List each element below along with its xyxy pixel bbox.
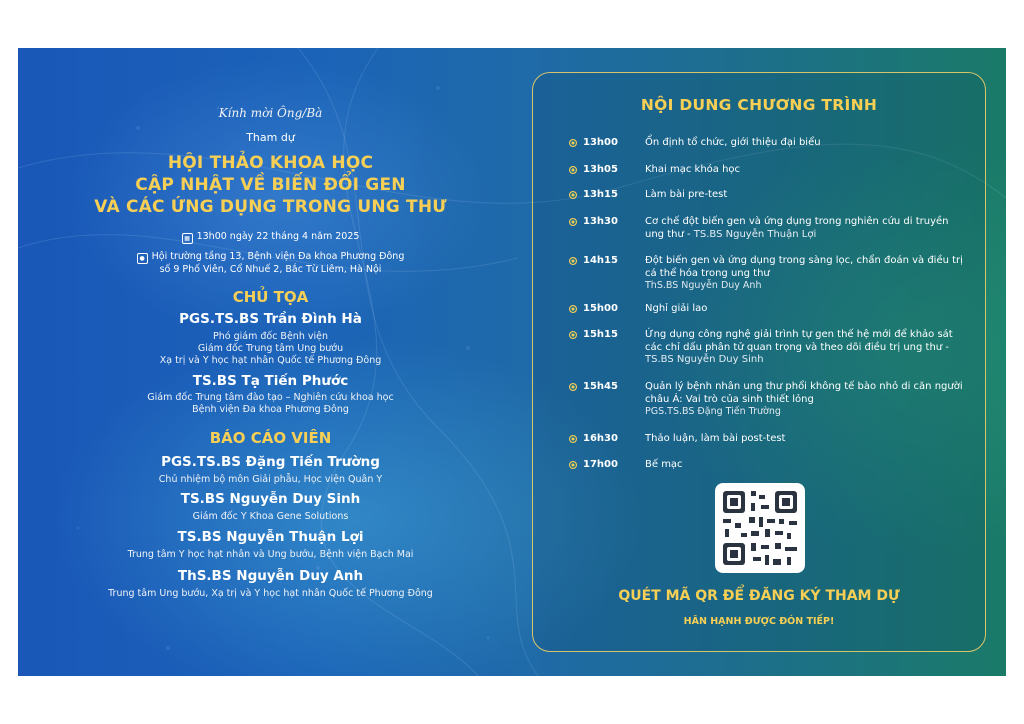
program-speaker: ThS.BS Nguyễn Duy Anh xyxy=(645,280,762,291)
title-line-2: CẬP NHẬT VỀ BIẾN ĐỔI GEN xyxy=(135,175,406,195)
program-panel xyxy=(532,72,986,652)
event-title xyxy=(18,152,523,218)
program-desc: Thảo luận, làm bài post-test xyxy=(645,433,786,444)
bullet-icon xyxy=(569,331,577,339)
bullet-icon xyxy=(569,383,577,391)
attend-text: Tham dự xyxy=(246,131,295,144)
speaker-role-1: Chủ nhiệm bộ môn Giải phẫu, Học viện Quân Y xyxy=(158,474,383,485)
program-time: 15h15 xyxy=(583,329,618,340)
program-speaker: TS.BS Nguyễn Thuận Lợi xyxy=(693,228,817,240)
chair-roles-1: Phó giám đốc Bệnh viện Giám đốc Trung tâm Ung bướu Xạ trị và Y học hạt nhân Quốc tế Phương Đông xyxy=(159,331,382,366)
program-desc: Cơ chế đột biến gen và ứng dụng trong nghiên cứu di truyền ung thư - TS.BS Nguyễn Thuận Lợi xyxy=(645,216,949,240)
speaker-heading: BÁO CÁO VIÊN xyxy=(209,429,332,447)
invitation-poster xyxy=(18,48,1006,676)
event-datetime: ▦ 13h00 ngày 22 tháng 4 năm 2025 xyxy=(18,231,523,244)
bullet-icon xyxy=(569,461,577,469)
program-desc: Đột biến gen và ứng dụng trong sàng lọc, chẩn đoán và điều trị cá thể hóa trong ung thư ThS.BS Nguyễn Duy Anh xyxy=(645,255,965,293)
bullet-icon xyxy=(569,191,577,199)
chair-name-2: TS.BS Tạ Tiến Phước xyxy=(192,373,349,389)
speaker-name-2: TS.BS Nguyễn Duy Sinh xyxy=(180,491,361,507)
chair-name-1: PGS.TS.BS Trần Đình Hà xyxy=(179,311,362,327)
program-time: 13h30 xyxy=(583,216,618,227)
program-time: 13h05 xyxy=(583,164,618,175)
bullet-icon xyxy=(569,257,577,265)
program-desc: Nghỉ giải lao xyxy=(645,303,708,314)
title-line-3: VÀ CÁC ỨNG DỤNG TRONG UNG THƯ xyxy=(94,197,447,217)
program-desc: Bế mạc xyxy=(645,459,683,470)
program-time: 13h15 xyxy=(583,189,618,200)
bullet-icon xyxy=(569,305,577,313)
program-time: 14h15 xyxy=(583,255,618,266)
chair-roles-2: Giám đốc Trung tâm đào tạo – Nghiên cứu khoa học Bệnh viện Đa khoa Phương Đông xyxy=(147,392,394,415)
calendar-icon: ▦ xyxy=(182,233,193,244)
program-speaker: TS.BS Nguyễn Duy Sinh xyxy=(645,354,764,365)
invitation-left-panel xyxy=(18,48,523,676)
speaker-name-1: PGS.TS.BS Đặng Tiến Trường xyxy=(161,454,380,470)
bullet-icon xyxy=(569,166,577,174)
program-time: 15h45 xyxy=(583,381,618,392)
program-desc: Khai mạc khóa học xyxy=(645,164,741,175)
program-time: 16h30 xyxy=(583,433,618,444)
program-speaker: PGS.TS.BS Đặng Tiến Trường xyxy=(645,406,781,417)
title-line-1: HỘI THẢO KHOA HỌC xyxy=(167,153,374,173)
event-venue-line2: số 9 Phố Viên, Cổ Nhuế 2, Bắc Từ Liêm, Hà Nội xyxy=(159,264,382,275)
chair-heading: CHỦ TỌA xyxy=(232,288,309,306)
bullet-icon xyxy=(569,435,577,443)
program-time: 15h00 xyxy=(583,303,618,314)
speaker-role-3: Trung tâm Y học hạt nhân và Ung bướu, Bệnh viện Bạch Mai xyxy=(127,549,414,560)
program-title: NỘI DUNG CHƯƠNG TRÌNH xyxy=(640,96,878,114)
program-time: 13h00 xyxy=(583,137,618,148)
welcome-text: HÂN HẠNH ĐƯỢC ĐÓN TIẾP! xyxy=(683,616,835,627)
program-time: 17h00 xyxy=(583,459,618,470)
program-desc: Quản lý bệnh nhân ung thư phổi không tế bào nhỏ di căn người châu Á: Vai trò của sinh thiết lỏng PGS.TS.BS Đặng Tiến Trường xyxy=(645,381,965,419)
qr-caption: QUÉT MÃ QR ĐỂ ĐĂNG KÝ THAM DỰ xyxy=(618,588,900,604)
event-venue-line1: ● Hội trường tầng 13, Bệnh viện Đa khoa Phương Đông xyxy=(18,251,523,264)
program-desc: Ứng dụng công nghệ giải trình tự gen thế hệ mới để khảo sát các chỉ dấu phân tử quan trọng và theo dõi điều trị ung thư - TS.BS Nguyễn Duy Sinh xyxy=(645,329,953,365)
bullet-icon xyxy=(569,218,577,226)
speaker-name-3: TS.BS Nguyễn Thuận Lợi xyxy=(177,529,364,545)
program-desc: Ổn định tổ chức, giới thiệu đại biểu xyxy=(645,137,821,148)
invite-text: Kính mời Ông/Bà xyxy=(218,106,323,120)
qr-code-icon xyxy=(715,483,805,573)
speaker-role-4: Trung tâm Ung bướu, Xạ trị và Y học hạt nhân Quốc tế Phương Đông xyxy=(108,588,433,599)
registration-qr-code[interactable] xyxy=(715,483,805,573)
location-pin-icon: ● xyxy=(137,253,148,264)
bullet-icon xyxy=(569,139,577,147)
speaker-role-2: Giám đốc Y Khoa Gene Solutions xyxy=(192,511,349,522)
speaker-name-4: ThS.BS Nguyễn Duy Anh xyxy=(177,568,364,584)
program-desc: Làm bài pre-test xyxy=(645,189,728,200)
